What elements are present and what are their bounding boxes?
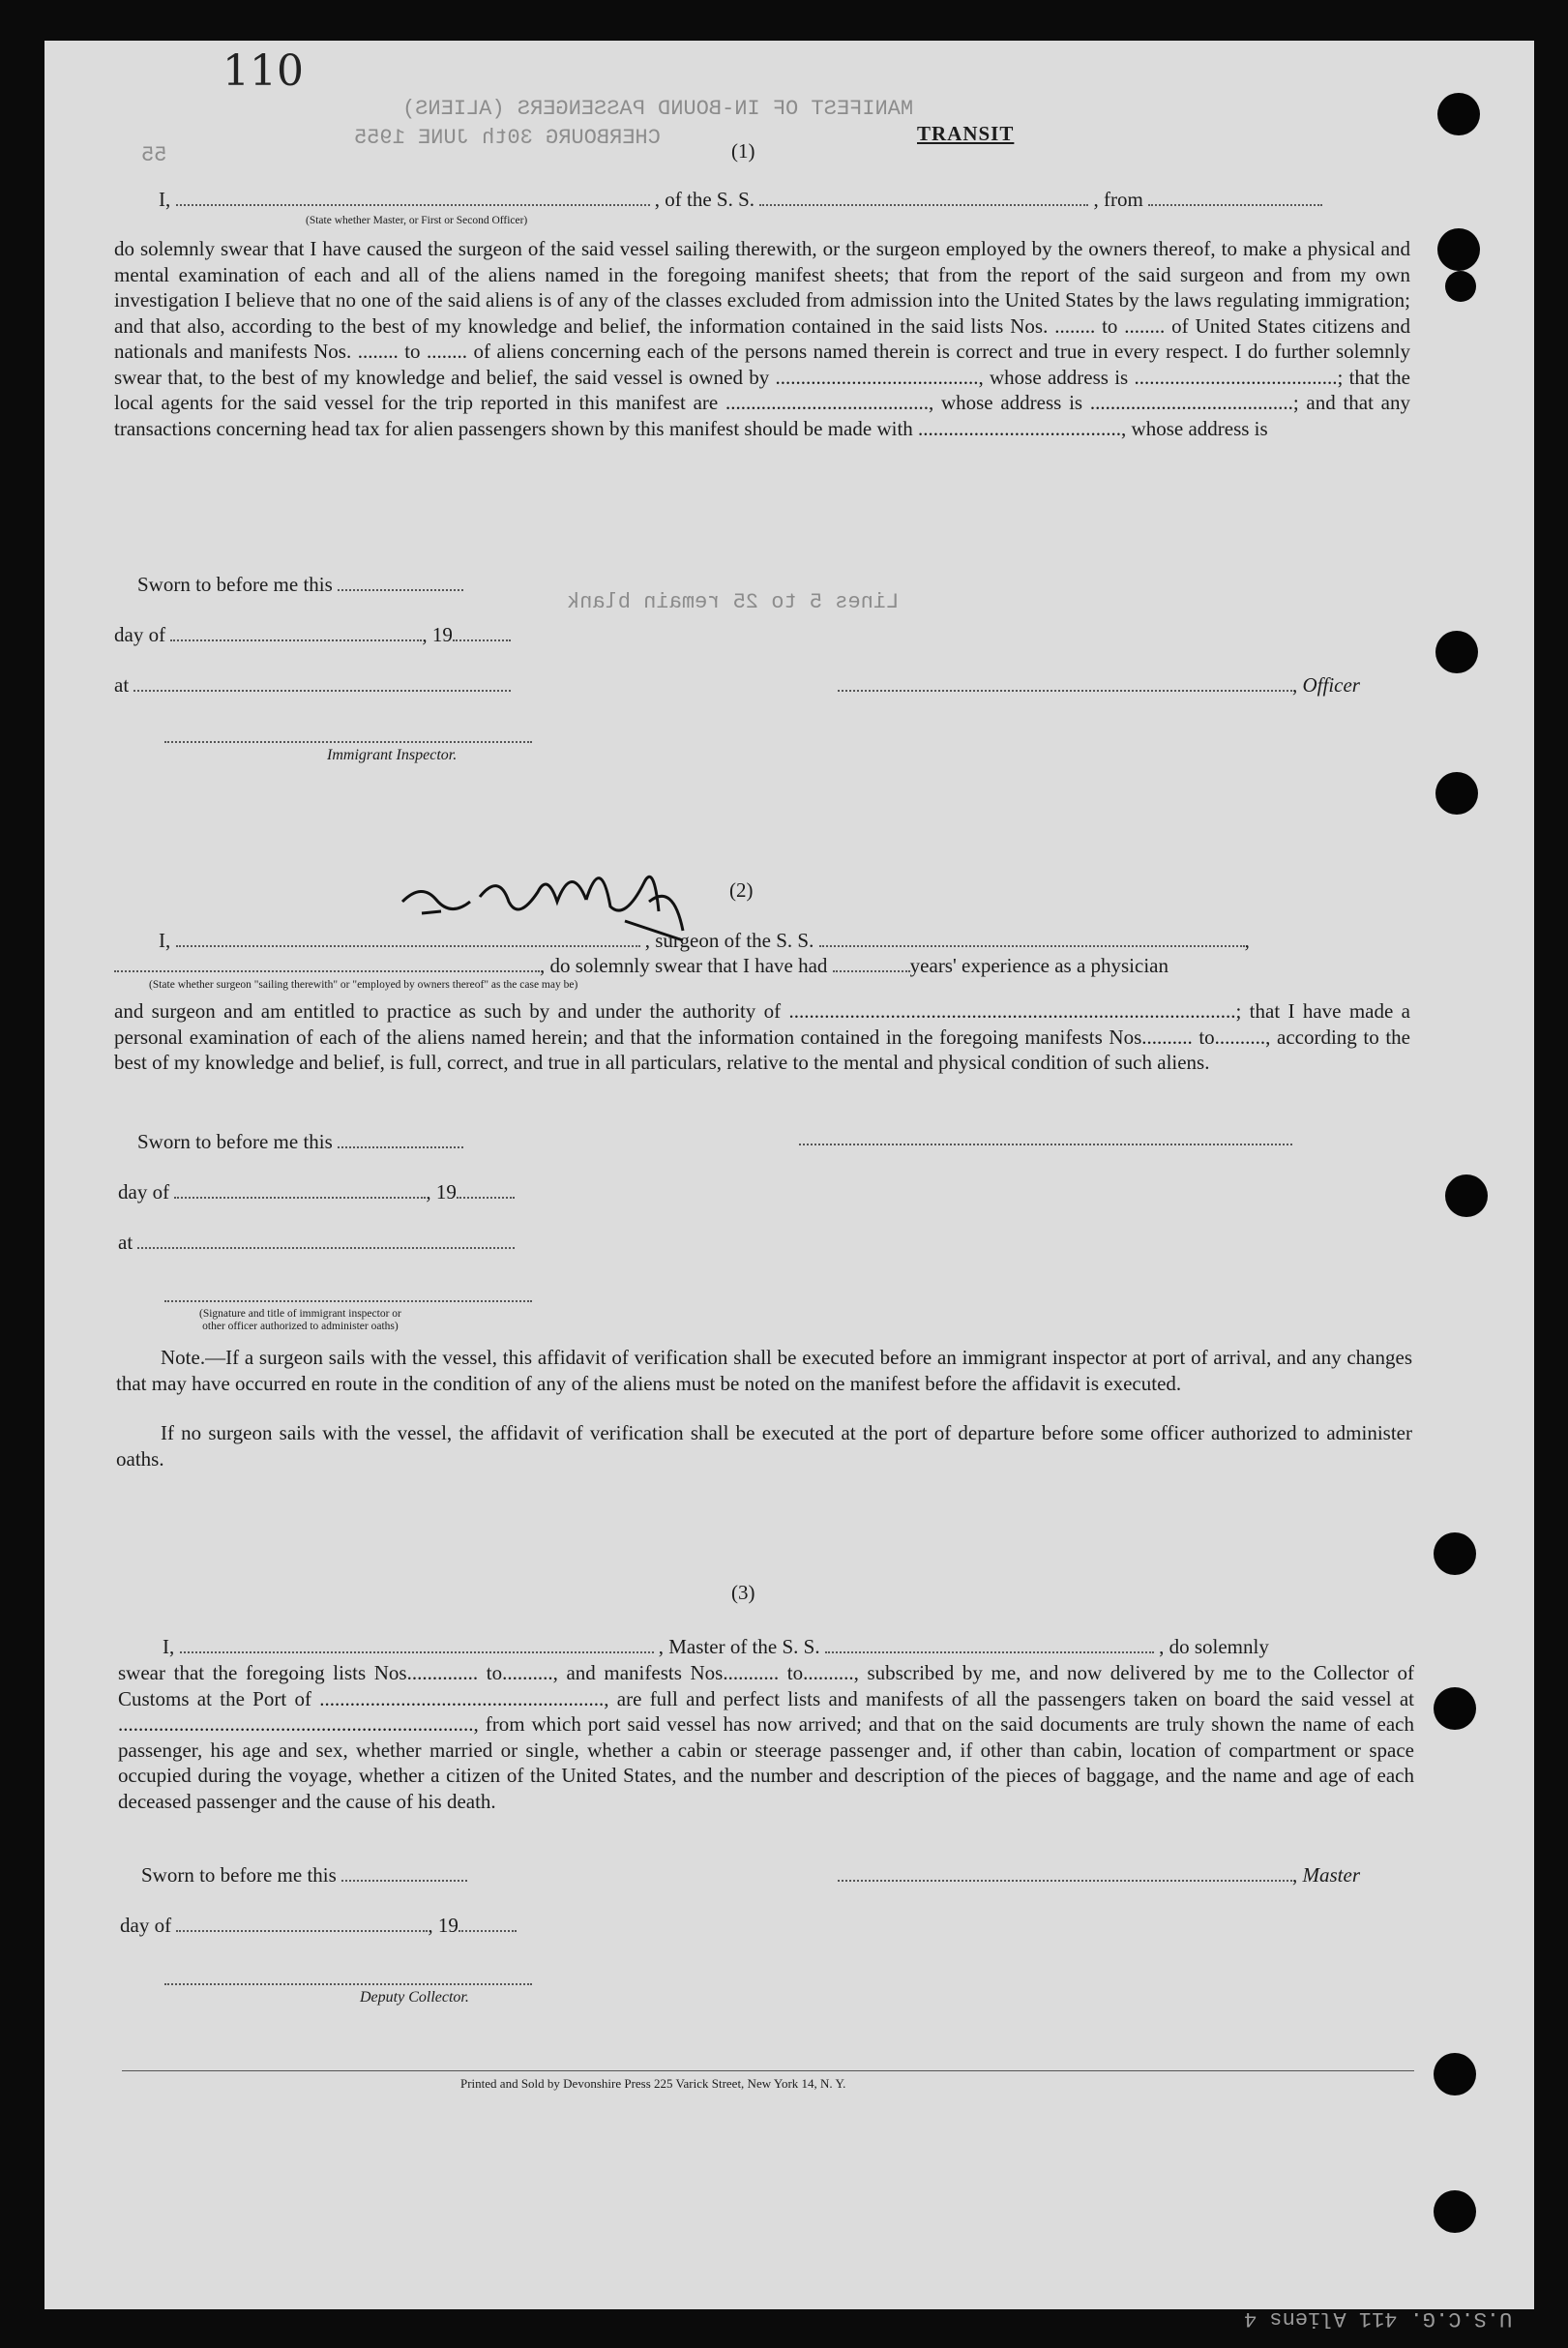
note-paragraph-2: If no surgeon sails with the vessel, the affidavit of verification shall be executed at the port of departure before some officer authorized to administer oaths. [116,1421,1412,1471]
punch-hole [1434,1532,1476,1575]
footer-rule [122,2070,1414,2071]
surgeon-caption: (State whether surgeon "sailing therewith" or "employed by owners thereof" as the case may be) [149,979,578,991]
bleed-through-footer: U.S.C.G. 411 Aliens 4 [1244,2306,1513,2331]
punch-hole [1445,1174,1488,1217]
day-of-3: day of , 19 [120,1914,517,1938]
printer-imprint: Printed and Sold by Devonshire Press 225 Varick Street, New York 14, N. Y. [460,2076,846,2091]
officer-sign-1: , Officer [838,673,1360,698]
bleed-through-header: CHERBOURG 30th JUNE 1955 [354,126,661,150]
punch-hole [1434,2190,1476,2233]
sworn-label-1: Sworn to before me this [137,573,463,597]
sworn-label-2: Sworn to before me this [137,1130,463,1154]
signature-caption: (Signature and title of immigrant inspector or other officer authorized to administer oaths) [199,1308,401,1332]
punch-hole [1435,631,1478,673]
inspector-signature-line-1 [164,741,532,743]
deputy-signature-line [164,1983,532,1985]
master-caption: (State whether Master, or First or Second Officer) [306,215,528,226]
master-oath-line: I, , of the S. S. , from [159,188,1416,212]
surgeon-oath-line: I, , surgeon of the S. S. , [159,929,1250,952]
punch-hole [1434,2053,1476,2095]
bleed-through-header: MANIFEST OF IN-BOUND PASSENGERS (ALIENS) [402,97,914,121]
page-number-handwritten: 110 [222,46,304,96]
day-of-1: day of , 19 [114,623,511,647]
surgeon-years-line: , do solemnly swear that I have had years' experience as a physician [114,954,1169,978]
section-1-number: (1) [731,139,755,163]
surgeon-signature-line [799,1144,1292,1145]
bleed-through-header: 55 [141,143,167,167]
sworn-label-3: Sworn to before me this [141,1863,467,1887]
punch-hole [1435,772,1478,815]
transit-stamp: TRANSIT [917,122,1015,145]
master-sign-3: , Master [838,1863,1360,1887]
bleed-through-line: Lines 5 to 25 remain blank [567,590,900,614]
punch-hole [1445,271,1476,302]
section-3-oath-text: swear that the foregoing lists Nos.............. to.........., and manifests Nos........... to.........., subscribed by me, and now delivered by me to the Collector of Customs at the Port of ........................................................, are full and perfect lists and manifests of all the passengers taken on board the said vessel at ......................................................................, from which port said vessel has now arrived; and that on the said documents are truly shown the name of each passenger, his age and sex, whether married or single, whether a cabin or steerage passenger and, if other than cabin, location of compartment or space occupied during the voyage, whether a citizen of the United States, and the number and description of the pieces of baggage, and the name and age of each deceased passenger and the cause of his death. [118,1661,1414,1813]
section-2-number: (2) [729,878,754,902]
section-2-oath-text: and surgeon and am entitled to practice as such by and under the authority of ........................................................................................; that I have made a personal examination of each of the aliens named herein; and that the information contained in the foregoing manifests Nos.......... to.........., according to the best of my knowledge and belief, is full, correct, and true in all particulars, relative to the mental and physical condition of such aliens. [114,999,1410,1074]
at-1: at [114,673,511,698]
officer-signature-line-2 [164,1300,532,1302]
section-3-number: (3) [731,1581,755,1604]
punch-hole [1437,93,1480,135]
collector-oath-line: I, , Master of the S. S. , do solemnly [163,1635,1269,1658]
day-of-2: day of , 19 [118,1180,515,1204]
punch-hole [1437,228,1480,271]
immigrant-inspector-label: Immigrant Inspector. [327,747,458,763]
form-page [44,41,1534,2331]
section-1-oath-text: do solemnly swear that I have caused the surgeon of the said vessel sailing therewith, or the surgeon employed by the owners thereof, to make a physical and mental examination of each and all of the aliens named in the foregoing manifest sheets; that from the report of the said surgeon and from my own investigation I believe that no one of the said aliens is of any of the classes excluded from admission into the United States by the laws regulating immigration; and that also, according to the best of my knowledge and belief, the information contained in the said lists Nos. ........ to ........ of United States citizens and nationals and manifests Nos. ........ to ........ of aliens concerning each of the persons named therein is correct and true in every respect. I do further solemnly swear that, to the best of my knowledge and belief, the said vessel is owned by ........................................, whose address is ........................................; that the local agents for the said vessel for the trip reported in this manifest are ........................................, whose address is ........................................; and that any transactions concerning head tax for alien passengers shown by this manifest should be made with ........................................, whose address is [114,237,1410,440]
note-paragraph: Note.—If a surgeon sails with the vessel, this affidavit of verification shall be executed before an immigrant inspector at port of arrival, and any changes that may have occurred en route in the condition of any of the aliens must be noted on the manifest before the affidavit is executed. [116,1346,1412,1395]
punch-hole [1434,1687,1476,1730]
deputy-collector-label: Deputy Collector. [360,1989,469,2006]
at-2: at [118,1231,515,1255]
